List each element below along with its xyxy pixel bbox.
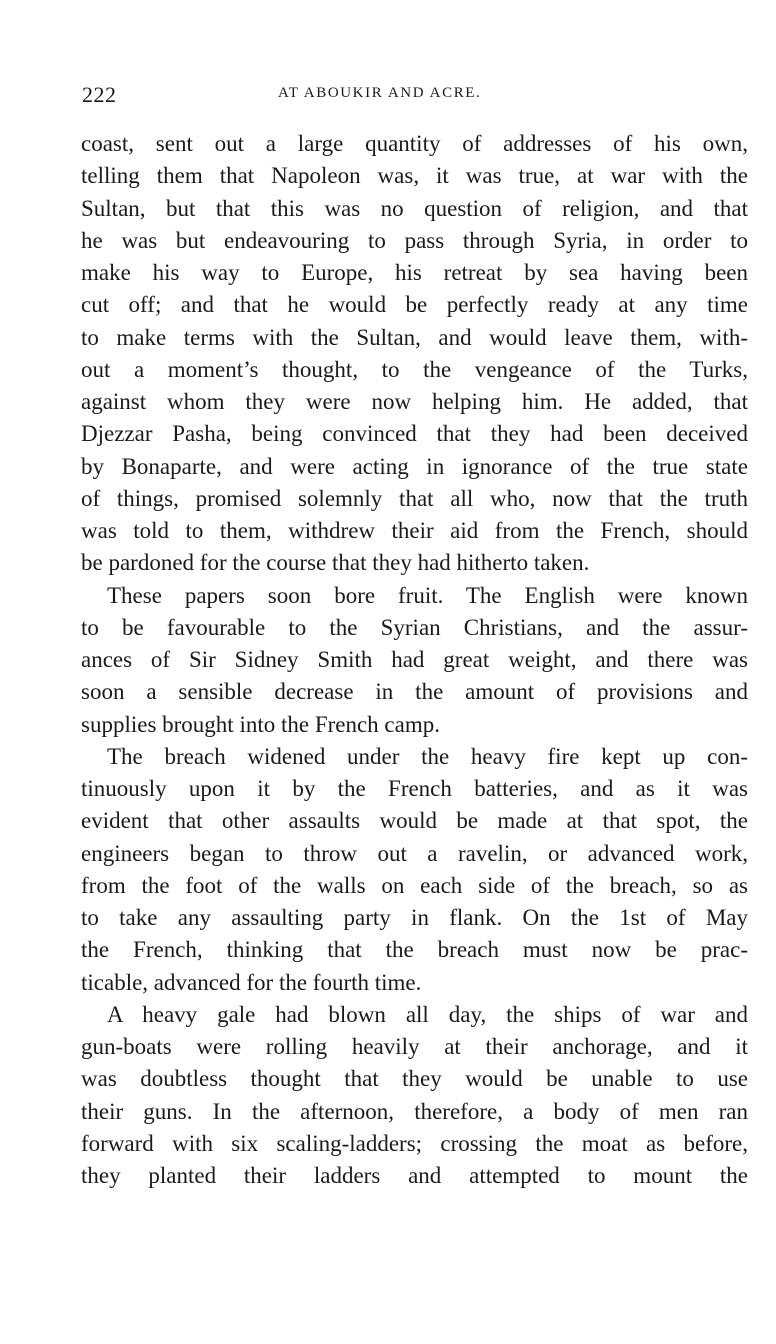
text-line: The breach widened under the heavy fire kept up con- (107, 743, 748, 769)
text-line: from the foot of the walls on each side of the breach, so as (81, 872, 748, 898)
body-text (81, 128, 748, 1192)
text-line: against whom they were now helping him. He added, that (81, 389, 748, 414)
text-line: was doubtless thought that they would be unable to use (81, 1066, 748, 1092)
text-line: Sultan, but that this was no question of religion, and that (81, 195, 748, 221)
text-line: to make terms with the Sultan, and would leave them, with- (81, 324, 748, 350)
text-line: soon a sensible decrease in the amount of provisions and (81, 679, 748, 705)
text-line: the French, thinking that the breach must now be prac- (81, 937, 748, 963)
text-line: evident that other assaults would be made at that spot, the (81, 808, 748, 834)
text-line: of things, promised solemnly that all who, now that the truth (81, 485, 748, 511)
text-line: be pardoned for the course that they had hitherto taken. (81, 550, 590, 576)
text-line: their guns. In the afternoon, therefore, a body of men ran (81, 1098, 748, 1124)
text-line: supplies brought into the French camp. (81, 711, 440, 737)
text-line: ticable, advanced for the fourth time. (81, 969, 422, 995)
text-line: engineers began to throw out a ravelin, or advanced work, (81, 840, 748, 866)
text-line: coast, sent out a large quantity of addresses of his own, (81, 131, 748, 156)
text-line: These papers soon bore fruit. The English were known (107, 582, 748, 608)
text-line: to be favourable to the Syrian Christians, and the assur- (81, 614, 748, 640)
text-line: forward with six scaling-ladders; crossing the moat as before, (81, 1130, 748, 1156)
page-number: 222 (82, 82, 117, 107)
text-line: he was but endeavouring to pass through Syria, in order to (81, 227, 748, 253)
text-line: gun-boats were rolling heavily at their anchorage, and it (81, 1034, 748, 1059)
text-line: A heavy gale had blown all day, the ships of war and (107, 1001, 748, 1027)
text-line: they planted their ladders and attempted to mount the (81, 1163, 748, 1188)
text-line: telling them that Napoleon was, it was true, at war with the (81, 163, 748, 189)
text-line: to take any assaulting party in flank. On the 1st of May (81, 905, 748, 930)
text-line: ances of Sir Sidney Smith had great weight, and there was (81, 647, 748, 672)
text-line: tinuously upon it by the French batteries, and as it was (81, 776, 748, 801)
running-title: AT ABOUKIR AND ACRE. (278, 85, 482, 101)
text-line: by Bonaparte, and were acting in ignorance of the true state (81, 453, 748, 479)
running-head (82, 82, 748, 110)
text-line: Djezzar Pasha, being convinced that they had been deceived (81, 421, 748, 447)
text-line: out a moment’s thought, to the vengeance of the Turks, (81, 356, 748, 382)
text-line: was told to them, withdrew their aid from the French, should (81, 518, 748, 543)
text-line: cut off; and that he would be perfectly ready at any time (81, 292, 748, 318)
text-line: make his way to Europe, his retreat by sea having been (81, 260, 748, 285)
